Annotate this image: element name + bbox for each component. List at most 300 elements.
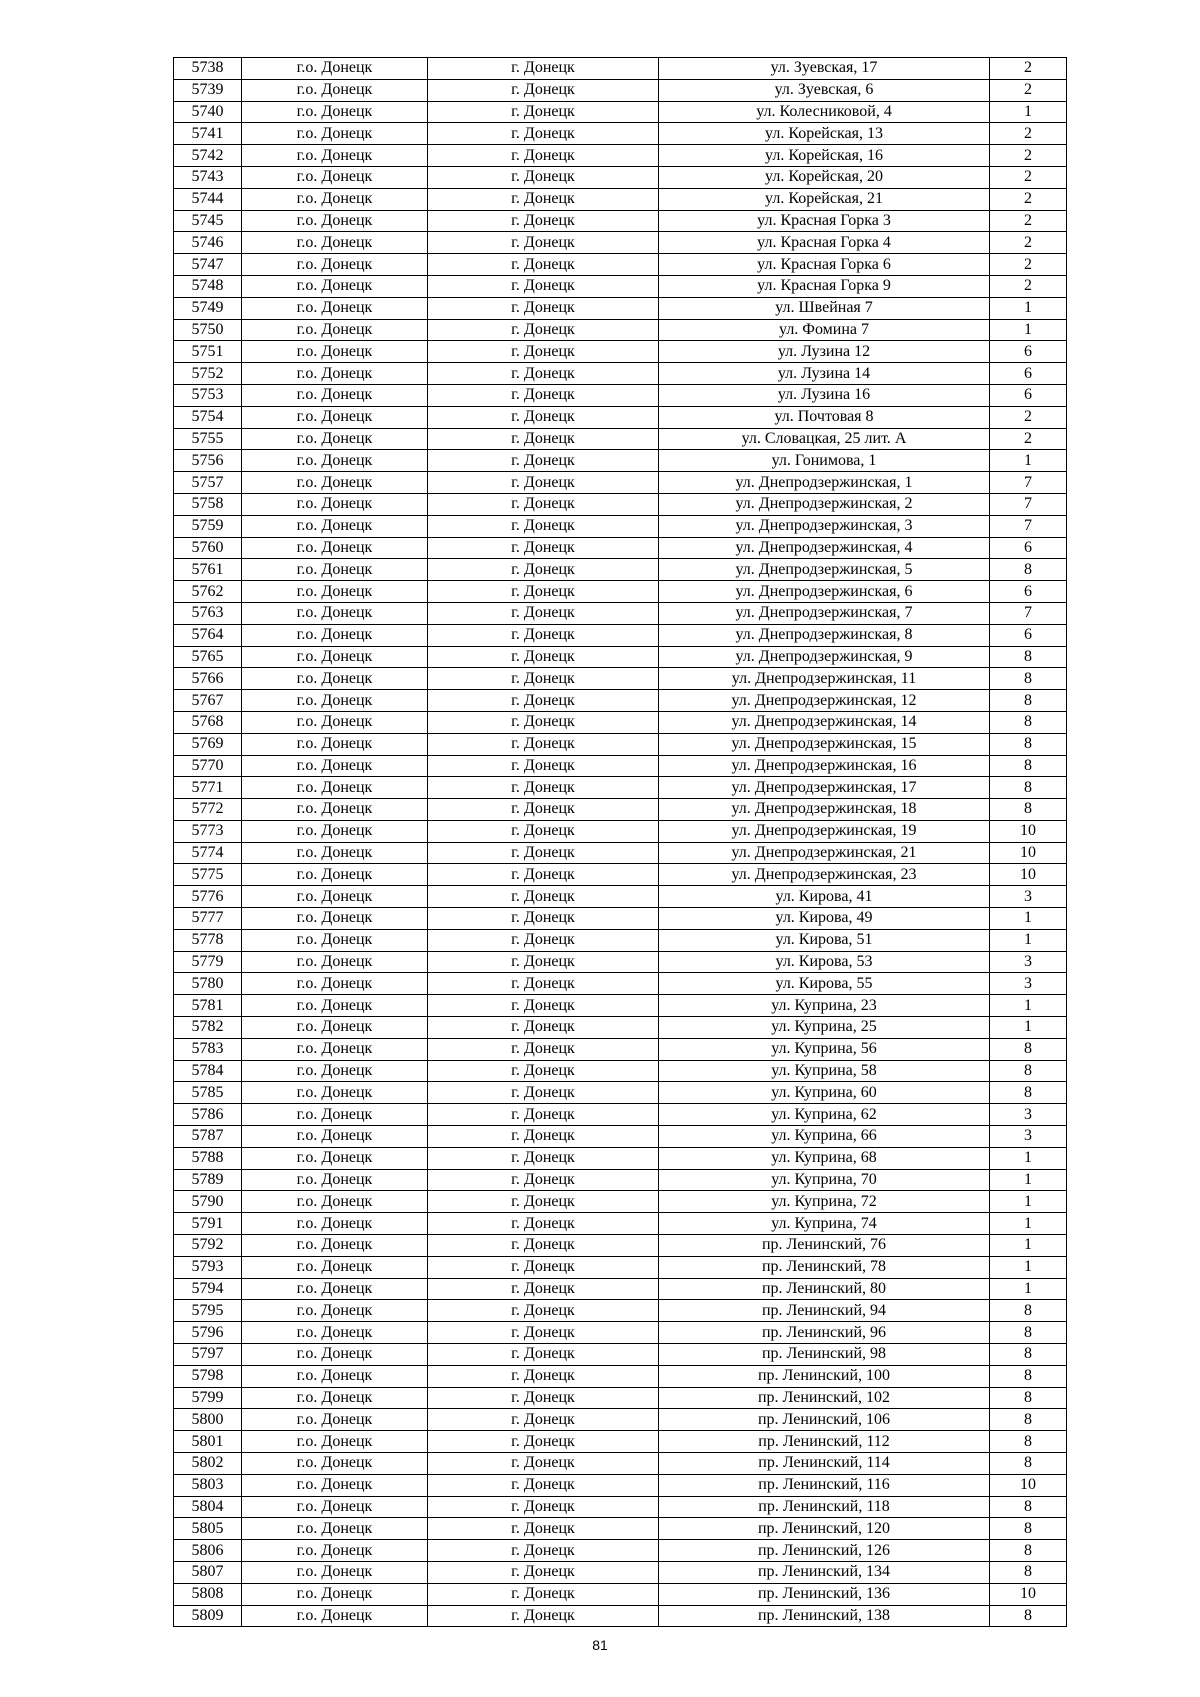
count-cell: 1 <box>990 908 1067 930</box>
count-cell: 2 <box>990 210 1067 232</box>
address-cell: ул. Словацкая, 25 лит. А <box>659 428 990 450</box>
address-cell: ул. Куприна, 60 <box>659 1082 990 1104</box>
table-row <box>174 1387 1067 1409</box>
row-number-cell: 5787 <box>174 1126 242 1148</box>
row-number-cell: 5795 <box>174 1300 242 1322</box>
address-cell: пр. Ленинский, 102 <box>659 1387 990 1409</box>
table-row <box>174 450 1067 472</box>
city-cell: г. Донецк <box>428 1147 659 1169</box>
table-row <box>174 188 1067 210</box>
district-cell: г.о. Донецк <box>242 1169 428 1191</box>
address-cell: ул. Кирова, 41 <box>659 886 990 908</box>
table-row <box>174 1474 1067 1496</box>
district-cell: г.о. Донецк <box>242 1431 428 1453</box>
city-cell: г. Донецк <box>428 297 659 319</box>
address-table <box>173 57 1067 1627</box>
district-cell: г.о. Донецк <box>242 1060 428 1082</box>
count-cell: 2 <box>990 254 1067 276</box>
city-cell: г. Донецк <box>428 450 659 472</box>
table-row <box>174 1278 1067 1300</box>
city-cell: г. Донецк <box>428 1583 659 1605</box>
table-row <box>174 1431 1067 1453</box>
count-cell: 8 <box>990 1431 1067 1453</box>
address-table-body <box>174 58 1067 1627</box>
count-cell: 2 <box>990 123 1067 145</box>
city-cell: г. Донецк <box>428 908 659 930</box>
table-row <box>174 1147 1067 1169</box>
district-cell: г.о. Донецк <box>242 254 428 276</box>
row-number-cell: 5740 <box>174 101 242 123</box>
address-cell: ул. Днепродзержинская, 3 <box>659 515 990 537</box>
district-cell: г.о. Донецк <box>242 559 428 581</box>
address-cell: ул. Корейская, 16 <box>659 145 990 167</box>
city-cell: г. Донецк <box>428 1082 659 1104</box>
table-row <box>174 297 1067 319</box>
count-cell: 1 <box>990 1147 1067 1169</box>
city-cell: г. Донецк <box>428 341 659 363</box>
count-cell: 8 <box>990 1387 1067 1409</box>
city-cell: г. Донецк <box>428 210 659 232</box>
address-cell: ул. Куприна, 62 <box>659 1104 990 1126</box>
row-number-cell: 5759 <box>174 515 242 537</box>
city-cell: г. Донецк <box>428 1191 659 1213</box>
row-number-cell: 5799 <box>174 1387 242 1409</box>
city-cell: г. Донецк <box>428 1561 659 1583</box>
table-row <box>174 559 1067 581</box>
table-row <box>174 493 1067 515</box>
district-cell: г.о. Донецк <box>242 755 428 777</box>
table-row <box>174 363 1067 385</box>
address-cell: пр. Ленинский, 76 <box>659 1235 990 1257</box>
count-cell: 7 <box>990 472 1067 494</box>
row-number-cell: 5776 <box>174 886 242 908</box>
row-number-cell: 5805 <box>174 1518 242 1540</box>
city-cell: г. Донецк <box>428 1605 659 1627</box>
row-number-cell: 5747 <box>174 254 242 276</box>
district-cell: г.о. Донецк <box>242 711 428 733</box>
table-row <box>174 1518 1067 1540</box>
count-cell: 1 <box>990 1169 1067 1191</box>
row-number-cell: 5809 <box>174 1605 242 1627</box>
table-row <box>174 254 1067 276</box>
district-cell: г.о. Донецк <box>242 973 428 995</box>
city-cell: г. Донецк <box>428 733 659 755</box>
table-row <box>174 842 1067 864</box>
count-cell: 6 <box>990 341 1067 363</box>
district-cell: г.о. Донецк <box>242 951 428 973</box>
row-number-cell: 5758 <box>174 493 242 515</box>
table-row <box>174 428 1067 450</box>
address-cell: пр. Ленинский, 78 <box>659 1256 990 1278</box>
address-cell: пр. Ленинский, 120 <box>659 1518 990 1540</box>
count-cell: 1 <box>990 297 1067 319</box>
count-cell: 8 <box>990 1060 1067 1082</box>
district-cell: г.о. Донецк <box>242 624 428 646</box>
table-row <box>174 232 1067 254</box>
row-number-cell: 5802 <box>174 1453 242 1475</box>
count-cell: 2 <box>990 188 1067 210</box>
district-cell: г.о. Донецк <box>242 493 428 515</box>
count-cell: 8 <box>990 1365 1067 1387</box>
table-row <box>174 1409 1067 1431</box>
address-cell: пр. Ленинский, 138 <box>659 1605 990 1627</box>
count-cell: 2 <box>990 428 1067 450</box>
count-cell: 2 <box>990 79 1067 101</box>
address-cell: ул. Зуевская, 17 <box>659 58 990 80</box>
table-row <box>174 58 1067 80</box>
city-cell: г. Донецк <box>428 493 659 515</box>
address-cell: ул. Кирова, 49 <box>659 908 990 930</box>
count-cell: 3 <box>990 1104 1067 1126</box>
count-cell: 8 <box>990 777 1067 799</box>
row-number-cell: 5746 <box>174 232 242 254</box>
district-cell: г.о. Донецк <box>242 384 428 406</box>
count-cell: 2 <box>990 166 1067 188</box>
city-cell: г. Донецк <box>428 275 659 297</box>
row-number-cell: 5752 <box>174 363 242 385</box>
city-cell: г. Донецк <box>428 428 659 450</box>
district-cell: г.о. Донецк <box>242 1561 428 1583</box>
address-cell: ул. Куприна, 56 <box>659 1038 990 1060</box>
city-cell: г. Донецк <box>428 624 659 646</box>
address-cell: ул. Куприна, 66 <box>659 1126 990 1148</box>
district-cell: г.о. Донецк <box>242 450 428 472</box>
city-cell: г. Донецк <box>428 1518 659 1540</box>
city-cell: г. Донецк <box>428 188 659 210</box>
district-cell: г.о. Донецк <box>242 1387 428 1409</box>
district-cell: г.о. Донецк <box>242 886 428 908</box>
row-number-cell: 5794 <box>174 1278 242 1300</box>
row-number-cell: 5773 <box>174 820 242 842</box>
table-row <box>174 166 1067 188</box>
table-row <box>174 319 1067 341</box>
count-cell: 7 <box>990 602 1067 624</box>
district-cell: г.о. Донецк <box>242 995 428 1017</box>
row-number-cell: 5769 <box>174 733 242 755</box>
address-cell: ул. Зуевская, 6 <box>659 79 990 101</box>
table-row <box>174 929 1067 951</box>
row-number-cell: 5742 <box>174 145 242 167</box>
address-cell: ул. Днепродзержинская, 1 <box>659 472 990 494</box>
count-cell: 2 <box>990 58 1067 80</box>
district-cell: г.о. Донецк <box>242 166 428 188</box>
table-row <box>174 1060 1067 1082</box>
row-number-cell: 5790 <box>174 1191 242 1213</box>
address-cell: ул. Корейская, 13 <box>659 123 990 145</box>
row-number-cell: 5803 <box>174 1474 242 1496</box>
address-cell: ул. Колесниковой, 4 <box>659 101 990 123</box>
district-cell: г.о. Донецк <box>242 1453 428 1475</box>
address-cell: ул. Красная Горка 6 <box>659 254 990 276</box>
count-cell: 1 <box>990 1017 1067 1039</box>
district-cell: г.о. Донецк <box>242 1344 428 1366</box>
city-cell: г. Донецк <box>428 1453 659 1475</box>
district-cell: г.о. Донецк <box>242 515 428 537</box>
city-cell: г. Донецк <box>428 1278 659 1300</box>
district-cell: г.о. Донецк <box>242 406 428 428</box>
row-number-cell: 5780 <box>174 973 242 995</box>
address-cell: ул. Почтовая 8 <box>659 406 990 428</box>
city-cell: г. Донецк <box>428 406 659 428</box>
row-number-cell: 5749 <box>174 297 242 319</box>
address-cell: ул. Днепродзержинская, 18 <box>659 799 990 821</box>
district-cell: г.о. Донецк <box>242 341 428 363</box>
count-cell: 1 <box>990 929 1067 951</box>
table-row <box>174 1017 1067 1039</box>
count-cell: 8 <box>990 1300 1067 1322</box>
city-cell: г. Донецк <box>428 363 659 385</box>
table-row <box>174 1561 1067 1583</box>
row-number-cell: 5760 <box>174 537 242 559</box>
address-cell: пр. Ленинский, 134 <box>659 1561 990 1583</box>
count-cell: 8 <box>990 1409 1067 1431</box>
row-number-cell: 5777 <box>174 908 242 930</box>
city-cell: г. Донецк <box>428 864 659 886</box>
district-cell: г.о. Донецк <box>242 1409 428 1431</box>
row-number-cell: 5754 <box>174 406 242 428</box>
row-number-cell: 5761 <box>174 559 242 581</box>
district-cell: г.о. Донецк <box>242 275 428 297</box>
table-row <box>174 995 1067 1017</box>
city-cell: г. Донецк <box>428 886 659 908</box>
district-cell: г.о. Донецк <box>242 123 428 145</box>
city-cell: г. Донецк <box>428 1474 659 1496</box>
table-row <box>174 1365 1067 1387</box>
count-cell: 8 <box>990 1518 1067 1540</box>
city-cell: г. Донецк <box>428 123 659 145</box>
city-cell: г. Донецк <box>428 929 659 951</box>
district-cell: г.о. Донецк <box>242 581 428 603</box>
count-cell: 8 <box>990 1496 1067 1518</box>
district-cell: г.о. Донецк <box>242 297 428 319</box>
count-cell: 8 <box>990 690 1067 712</box>
table-row <box>174 646 1067 668</box>
address-cell: пр. Ленинский, 106 <box>659 1409 990 1431</box>
count-cell: 7 <box>990 515 1067 537</box>
city-cell: г. Донецк <box>428 1126 659 1148</box>
address-cell: ул. Днепродзержинская, 2 <box>659 493 990 515</box>
row-number-cell: 5764 <box>174 624 242 646</box>
row-number-cell: 5808 <box>174 1583 242 1605</box>
city-cell: г. Донецк <box>428 79 659 101</box>
count-cell: 3 <box>990 951 1067 973</box>
count-cell: 8 <box>990 1605 1067 1627</box>
count-cell: 3 <box>990 886 1067 908</box>
row-number-cell: 5789 <box>174 1169 242 1191</box>
district-cell: г.о. Донецк <box>242 101 428 123</box>
table-row <box>174 1235 1067 1257</box>
row-number-cell: 5796 <box>174 1322 242 1344</box>
row-number-cell: 5792 <box>174 1235 242 1257</box>
city-cell: г. Донецк <box>428 515 659 537</box>
address-cell: ул. Днепродзержинская, 23 <box>659 864 990 886</box>
district-cell: г.о. Донецк <box>242 1605 428 1627</box>
count-cell: 8 <box>990 755 1067 777</box>
address-cell: ул. Днепродзержинская, 5 <box>659 559 990 581</box>
table-row <box>174 123 1067 145</box>
address-cell: ул. Днепродзержинская, 21 <box>659 842 990 864</box>
address-cell: ул. Куприна, 58 <box>659 1060 990 1082</box>
address-cell: ул. Куприна, 74 <box>659 1213 990 1235</box>
address-cell: ул. Днепродзержинская, 9 <box>659 646 990 668</box>
page-number: 81 <box>592 1637 608 1653</box>
city-cell: г. Донецк <box>428 602 659 624</box>
count-cell: 10 <box>990 1583 1067 1605</box>
city-cell: г. Донецк <box>428 232 659 254</box>
count-cell: 10 <box>990 864 1067 886</box>
district-cell: г.о. Донецк <box>242 1235 428 1257</box>
address-cell: ул. Днепродзержинская, 8 <box>659 624 990 646</box>
district-cell: г.о. Донецк <box>242 232 428 254</box>
address-cell: ул. Днепродзержинская, 17 <box>659 777 990 799</box>
count-cell: 10 <box>990 842 1067 864</box>
district-cell: г.о. Донецк <box>242 1518 428 1540</box>
count-cell: 2 <box>990 145 1067 167</box>
address-cell: пр. Ленинский, 96 <box>659 1322 990 1344</box>
city-cell: г. Донецк <box>428 799 659 821</box>
district-cell: г.о. Донецк <box>242 1256 428 1278</box>
table-row <box>174 1213 1067 1235</box>
city-cell: г. Донецк <box>428 1104 659 1126</box>
count-cell: 8 <box>990 1453 1067 1475</box>
table-row <box>174 1540 1067 1562</box>
count-cell: 8 <box>990 1344 1067 1366</box>
table-row <box>174 820 1067 842</box>
count-cell: 1 <box>990 1191 1067 1213</box>
table-row <box>174 1256 1067 1278</box>
row-number-cell: 5743 <box>174 166 242 188</box>
table-row <box>174 275 1067 297</box>
district-cell: г.о. Донецк <box>242 820 428 842</box>
district-cell: г.о. Донецк <box>242 1104 428 1126</box>
district-cell: г.о. Донецк <box>242 363 428 385</box>
address-cell: пр. Ленинский, 118 <box>659 1496 990 1518</box>
city-cell: г. Донецк <box>428 1213 659 1235</box>
count-cell: 10 <box>990 1474 1067 1496</box>
table-row <box>174 1038 1067 1060</box>
address-cell: ул. Куприна, 68 <box>659 1147 990 1169</box>
table-row <box>174 537 1067 559</box>
count-cell: 10 <box>990 820 1067 842</box>
table-row <box>174 145 1067 167</box>
address-cell: ул. Куприна, 23 <box>659 995 990 1017</box>
city-cell: г. Донецк <box>428 668 659 690</box>
city-cell: г. Донецк <box>428 1235 659 1257</box>
district-cell: г.о. Донецк <box>242 1038 428 1060</box>
count-cell: 8 <box>990 1561 1067 1583</box>
address-cell: ул. Гонимова, 1 <box>659 450 990 472</box>
row-number-cell: 5762 <box>174 581 242 603</box>
count-cell: 1 <box>990 1235 1067 1257</box>
district-cell: г.о. Донецк <box>242 537 428 559</box>
city-cell: г. Донецк <box>428 1365 659 1387</box>
row-number-cell: 5755 <box>174 428 242 450</box>
table-row <box>174 886 1067 908</box>
district-cell: г.о. Донецк <box>242 1540 428 1562</box>
district-cell: г.о. Донецк <box>242 602 428 624</box>
row-number-cell: 5785 <box>174 1082 242 1104</box>
city-cell: г. Донецк <box>428 995 659 1017</box>
address-cell: пр. Ленинский, 98 <box>659 1344 990 1366</box>
table-row <box>174 1169 1067 1191</box>
row-number-cell: 5748 <box>174 275 242 297</box>
table-row <box>174 1344 1067 1366</box>
count-cell: 1 <box>990 450 1067 472</box>
row-number-cell: 5784 <box>174 1060 242 1082</box>
table-row <box>174 341 1067 363</box>
row-number-cell: 5775 <box>174 864 242 886</box>
row-number-cell: 5804 <box>174 1496 242 1518</box>
row-number-cell: 5806 <box>174 1540 242 1562</box>
address-cell: ул. Днепродзержинская, 4 <box>659 537 990 559</box>
city-cell: г. Донецк <box>428 777 659 799</box>
district-cell: г.о. Донецк <box>242 1474 428 1496</box>
district-cell: г.о. Донецк <box>242 1583 428 1605</box>
table-row <box>174 1605 1067 1627</box>
district-cell: г.о. Донецк <box>242 646 428 668</box>
count-cell: 6 <box>990 624 1067 646</box>
table-row <box>174 515 1067 537</box>
count-cell: 8 <box>990 646 1067 668</box>
address-cell: ул. Красная Горка 3 <box>659 210 990 232</box>
table-row <box>174 581 1067 603</box>
row-number-cell: 5797 <box>174 1344 242 1366</box>
city-cell: г. Донецк <box>428 58 659 80</box>
city-cell: г. Донецк <box>428 1017 659 1039</box>
table-row <box>174 668 1067 690</box>
row-number-cell: 5750 <box>174 319 242 341</box>
district-cell: г.о. Донецк <box>242 799 428 821</box>
district-cell: г.о. Донецк <box>242 1322 428 1344</box>
count-cell: 8 <box>990 559 1067 581</box>
city-cell: г. Донецк <box>428 319 659 341</box>
city-cell: г. Донецк <box>428 384 659 406</box>
city-cell: г. Донецк <box>428 820 659 842</box>
district-cell: г.о. Донецк <box>242 1300 428 1322</box>
row-number-cell: 5766 <box>174 668 242 690</box>
district-cell: г.о. Донецк <box>242 319 428 341</box>
district-cell: г.о. Донецк <box>242 1496 428 1518</box>
address-cell: ул. Корейская, 21 <box>659 188 990 210</box>
city-cell: г. Донецк <box>428 755 659 777</box>
address-cell: ул. Днепродзержинская, 11 <box>659 668 990 690</box>
row-number-cell: 5798 <box>174 1365 242 1387</box>
row-number-cell: 5779 <box>174 951 242 973</box>
row-number-cell: 5774 <box>174 842 242 864</box>
district-cell: г.о. Донецк <box>242 842 428 864</box>
row-number-cell: 5783 <box>174 1038 242 1060</box>
count-cell: 8 <box>990 668 1067 690</box>
count-cell: 2 <box>990 275 1067 297</box>
count-cell: 8 <box>990 799 1067 821</box>
row-number-cell: 5788 <box>174 1147 242 1169</box>
address-cell: ул. Куприна, 70 <box>659 1169 990 1191</box>
count-cell: 8 <box>990 733 1067 755</box>
city-cell: г. Донецк <box>428 1409 659 1431</box>
city-cell: г. Донецк <box>428 711 659 733</box>
table-row <box>174 624 1067 646</box>
address-cell: пр. Ленинский, 100 <box>659 1365 990 1387</box>
table-row <box>174 755 1067 777</box>
district-cell: г.о. Донецк <box>242 1147 428 1169</box>
row-number-cell: 5741 <box>174 123 242 145</box>
table-row <box>174 951 1067 973</box>
count-cell: 8 <box>990 1082 1067 1104</box>
district-cell: г.о. Донецк <box>242 1278 428 1300</box>
row-number-cell: 5800 <box>174 1409 242 1431</box>
row-number-cell: 5765 <box>174 646 242 668</box>
table-row <box>174 79 1067 101</box>
